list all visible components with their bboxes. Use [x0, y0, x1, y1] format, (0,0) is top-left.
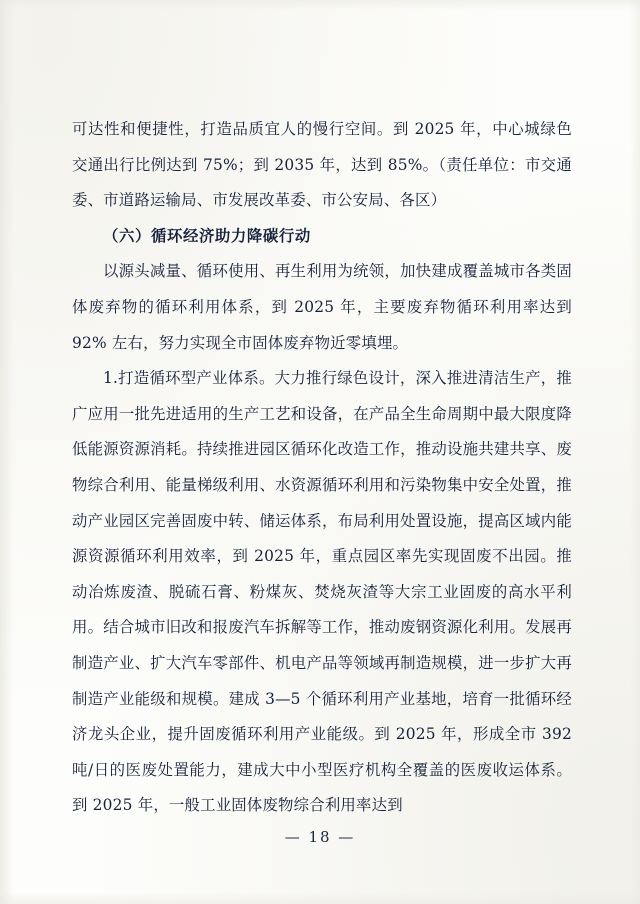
scan-edge-right	[630, 0, 640, 904]
scan-edge-bottom	[0, 892, 640, 904]
page-number: — 18 —	[284, 828, 356, 846]
paragraph-item-1-industrial-system: 1.打造循环型产业体系。大力推行绿色设计，深入推进清洁生产，推广应用一批先进适用的生产工艺和设备，在产品全生命周期中最大限度降低能源资源消耗。持续推进园区循环化改造工作，推动设施共建共享、废物综合利用、能量梯级利用、水资源循环利用和污染物集中安全处置，推动产业园区完善固废中转、储运体系，布局利用处置设施，提高区域内能源资源循环利用效率，到 2025 年，重点园区率先实现固废不出园。推动冶炼废渣、脱硫石膏、粉煤灰、焚烧灰渣等大宗工业固废的高水平利用。结合城市旧改和报废汽车拆解等工作，推动废钢资源化利用。发展再制造产业、扩大汽车零部件、机电产品等领域再制造规模，进一步扩大再制造产业能级和规模。建成 3—5 个循环利用产业基地，培育一批循环经济龙头企业，提升固废循环利用产业能级。到 2025 年，形成全市 392 吨/日的医废处置能力，建成大中小型医疗机构全覆盖的医废收运体系。到 2025 年，一般工业固体废物综合利用率达到	[72, 369, 572, 815]
section-heading-circular-economy: （六）循环经济助力降碳行动	[103, 226, 311, 245]
page-body	[72, 112, 572, 824]
paragraph-transport-target: 可达性和便捷性，打造品质宜人的慢行空间。到 2025 年，中心城绿色交通出行比例达到 75%；到 2035 年，达到 85%。（责任单位：市交通委、市道路运输局、市发展改革委、市公安局、各区）	[72, 120, 572, 210]
scan-edge-left	[0, 0, 14, 904]
scan-edge-top	[0, 0, 640, 10]
paragraph-circular-overview: 以源头减量、循环使用、再生利用为统领，加快建成覆盖城市各类固体废弃物的循环利用体系，到 2025 年，主要废弃物循环利用率达到 92% 左右，努力实现全市固体废弃物近零填埋。	[72, 262, 572, 352]
